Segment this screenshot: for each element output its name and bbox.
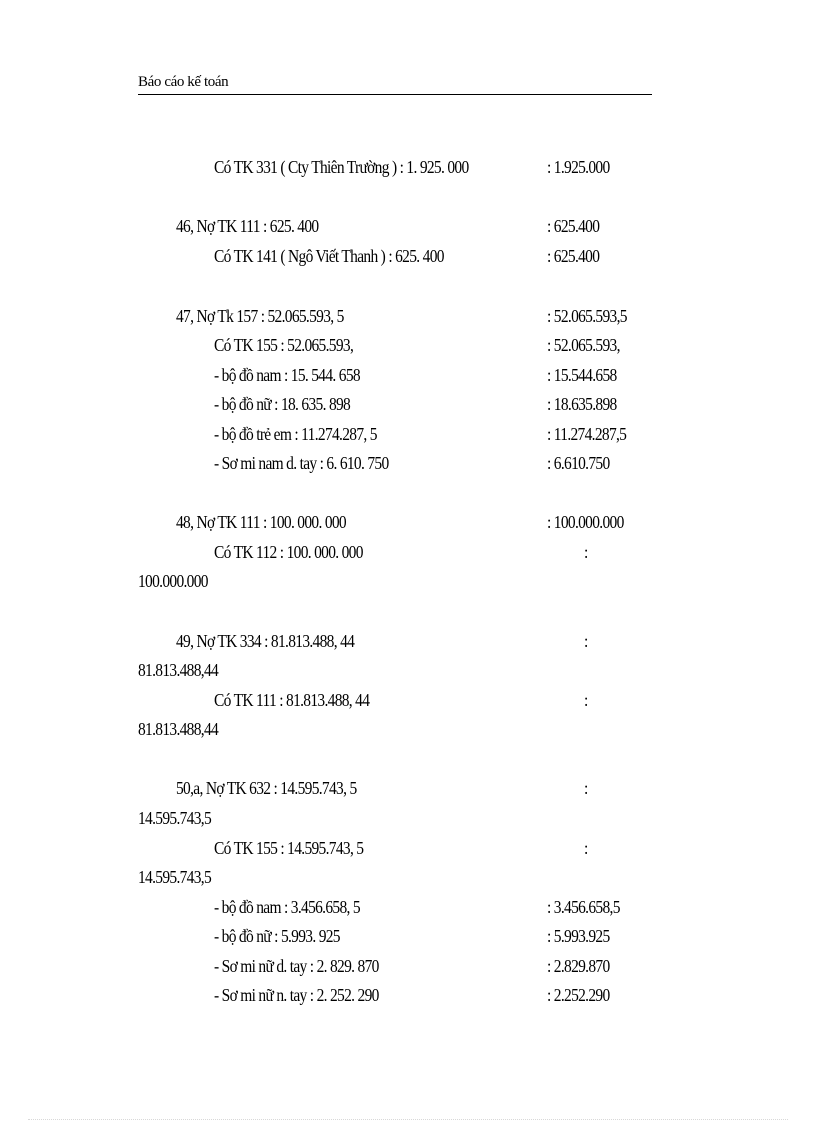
entry-48-debit: 48, Nợ TK 111 : 100. 000. 000	[176, 512, 346, 532]
entry-49-credit-colon: :	[584, 690, 588, 710]
entry-49-credit: Có TK 111 : 81.813.488, 44	[214, 690, 370, 710]
entry-50a-item-shirt-long: - Sơ mi nữ d. tay : 2. 829. 870	[214, 956, 379, 976]
entry-46-credit: Có TK 141 ( Ngô Viết Thanh ) : 625. 400	[214, 246, 444, 266]
entry-50a-debit-amount: 14.595.743,5	[138, 808, 212, 828]
entry-49-debit-colon: :	[584, 631, 588, 651]
entry-50a-item-men-amount: : 3.456.658,5	[547, 897, 620, 917]
entry-47-item-shirt: - Sơ mi nam d. tay : 6. 610. 750	[214, 453, 389, 473]
entry-47-item-men-amount: : 15.544.658	[547, 365, 617, 385]
entry-47-credit-amount: : 52.065.593,	[547, 335, 620, 355]
entry-47-item-shirt-amount: : 6.610.750	[547, 453, 610, 473]
entry-47-item-kids: - bộ đồ trẻ em : 11.274.287, 5	[214, 424, 377, 444]
entry-46-debit: 46, Nợ TK 111 : 625. 400	[176, 216, 319, 236]
entry-49-debit: 49, Nợ TK 334 : 81.813.488, 44	[176, 631, 355, 651]
entry-46-debit-amount: : 625.400	[547, 216, 600, 236]
entry-47-item-men: - bộ đồ nam : 15. 544. 658	[214, 365, 360, 385]
entry-50a-credit: Có TK 155 : 14.595.743, 5	[214, 838, 364, 858]
entry-47-credit: Có TK 155 : 52.065.593,	[214, 335, 354, 355]
entry-50a-item-shirt-long-amount: : 2.829.870	[547, 956, 610, 976]
entry-credit-331: Có TK 331 ( Cty Thiên Trường ) : 1. 925. 000	[214, 157, 469, 177]
entry-50a-item-men: - bộ đồ nam : 3.456.658, 5	[214, 897, 360, 917]
entry-50a-item-shirt-short-amount: : 2.252.290	[547, 985, 610, 1005]
entry-50a-credit-colon: :	[584, 838, 588, 858]
entry-50a-item-shirt-short: - Sơ mi nữ n. tay : 2. 252. 290	[214, 985, 379, 1005]
entry-47-item-kids-amount: : 11.274.287,5	[547, 424, 627, 444]
entry-50a-debit-colon: :	[584, 778, 588, 798]
entry-47-debit: 47, Nợ Tk 157 : 52.065.593, 5	[176, 306, 344, 326]
entry-48-credit-colon: :	[584, 542, 588, 562]
page-bottom-divider	[28, 1119, 788, 1120]
entry-47-item-women-amount: : 18.635.898	[547, 394, 617, 414]
entry-48-credit: Có TK 112 : 100. 000. 000	[214, 542, 363, 562]
entry-50a-item-women-amount: : 5.993.925	[547, 926, 610, 946]
entry-50a-debit: 50,a, Nợ TK 632 : 14.595.743, 5	[176, 778, 357, 798]
entry-47-item-women: - bộ đồ nữ : 18. 635. 898	[214, 394, 351, 414]
entry-48-credit-amount: 100.000.000	[138, 571, 208, 591]
header-title: Báo cáo kế toán	[138, 74, 229, 90]
page-header	[138, 72, 652, 95]
entry-49-credit-amount: 81.813.488,44	[138, 719, 219, 739]
entry-credit-331-amount: : 1.925.000	[547, 157, 610, 177]
entry-46-credit-amount: : 625.400	[547, 246, 600, 266]
entry-48-debit-amount: : 100.000.000	[547, 512, 624, 532]
entry-50a-credit-amount: 14.595.743,5	[138, 867, 212, 887]
entry-50a-item-women: - bộ đồ nữ : 5.993. 925	[214, 926, 340, 946]
entry-49-debit-amount: 81.813.488,44	[138, 660, 219, 680]
entry-47-debit-amount: : 52.065.593,5	[547, 306, 627, 326]
